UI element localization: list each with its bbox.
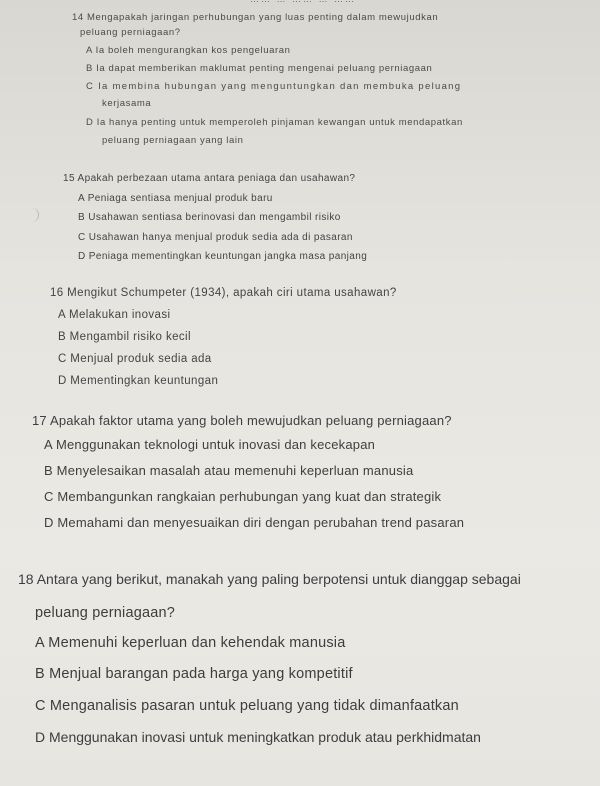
- cut-off-header-text: [250, 0, 356, 4]
- question-stem-line: 18 Antara yang berikut, manakah yang paling berpotensi untuk dianggap sebagai: [18, 571, 521, 587]
- option-b[interactable]: B Usahawan sentiasa berinovasi dan mengambil risiko: [78, 212, 341, 223]
- option-c[interactable]: C Usahawan hanya menjual produk sedia ada di pasaran: [78, 232, 353, 243]
- option-d[interactable]: D Mementingkan keuntungan: [58, 375, 219, 387]
- question-stem-line: peluang perniagaan?: [80, 27, 181, 38]
- option-d[interactable]: D Peniaga mementingkan keuntungan jangka masa panjang: [78, 251, 368, 262]
- option-d[interactable]: D Menggunakan inovasi untuk meningkatkan produk atau perkhidmatan: [35, 729, 481, 745]
- option-c-continued: kerjasama: [102, 98, 152, 109]
- option-d-continued: peluang perniagaan yang lain: [102, 135, 244, 146]
- option-c[interactable]: C Menjual produk sedia ada: [58, 353, 212, 365]
- option-b[interactable]: B Menyelesaikan masalah atau memenuhi keperluan manusia: [44, 463, 414, 478]
- question-stem-line: 17 Apakah faktor utama yang boleh mewujudkan peluang perniagaan?: [32, 413, 452, 428]
- page-edge-mark: [32, 208, 39, 222]
- question-stem-line: 16 Mengikut Schumpeter (1934), apakah ciri utama usahawan?: [50, 287, 397, 299]
- option-a[interactable]: A Menggunakan teknologi untuk inovasi dan kecekapan: [44, 437, 376, 452]
- option-c[interactable]: C Ia membina hubungan yang menguntungkan dan membuka peluang: [86, 81, 462, 92]
- option-a[interactable]: A Peniaga sentiasa menjual produk baru: [78, 193, 273, 204]
- option-a[interactable]: A Memenuhi keperluan dan kehendak manusia: [35, 635, 346, 651]
- option-a[interactable]: A Melakukan inovasi: [58, 309, 171, 321]
- option-c[interactable]: C Menganalisis pasaran untuk peluang yang tidak dimanfaatkan: [35, 698, 459, 714]
- option-b[interactable]: B Ia dapat memberikan maklumat penting mengenai peluang perniagaan: [86, 63, 433, 74]
- question-stem-line: peluang perniagaan?: [35, 605, 176, 621]
- option-b[interactable]: B Mengambil risiko kecil: [58, 331, 191, 343]
- question-stem-line: 15 Apakah perbezaan utama antara peniaga dan usahawan?: [63, 173, 356, 184]
- option-d[interactable]: D Ia hanya penting untuk memperoleh pinjaman kewangan untuk mendapatkan: [86, 117, 463, 128]
- option-b[interactable]: B Menjual barangan pada harga yang kompetitif: [35, 666, 353, 682]
- option-d[interactable]: D Memahami dan menyesuaikan diri dengan perubahan trend pasaran: [44, 515, 465, 530]
- question-stem-line: 14 Mengapakah jaringan perhubungan yang luas penting dalam mewujudkan: [72, 12, 439, 23]
- option-c[interactable]: C Membangunkan rangkaian perhubungan yang kuat dan strategik: [44, 489, 442, 504]
- option-a[interactable]: A Ia boleh mengurangkan kos pengeluaran: [86, 45, 291, 56]
